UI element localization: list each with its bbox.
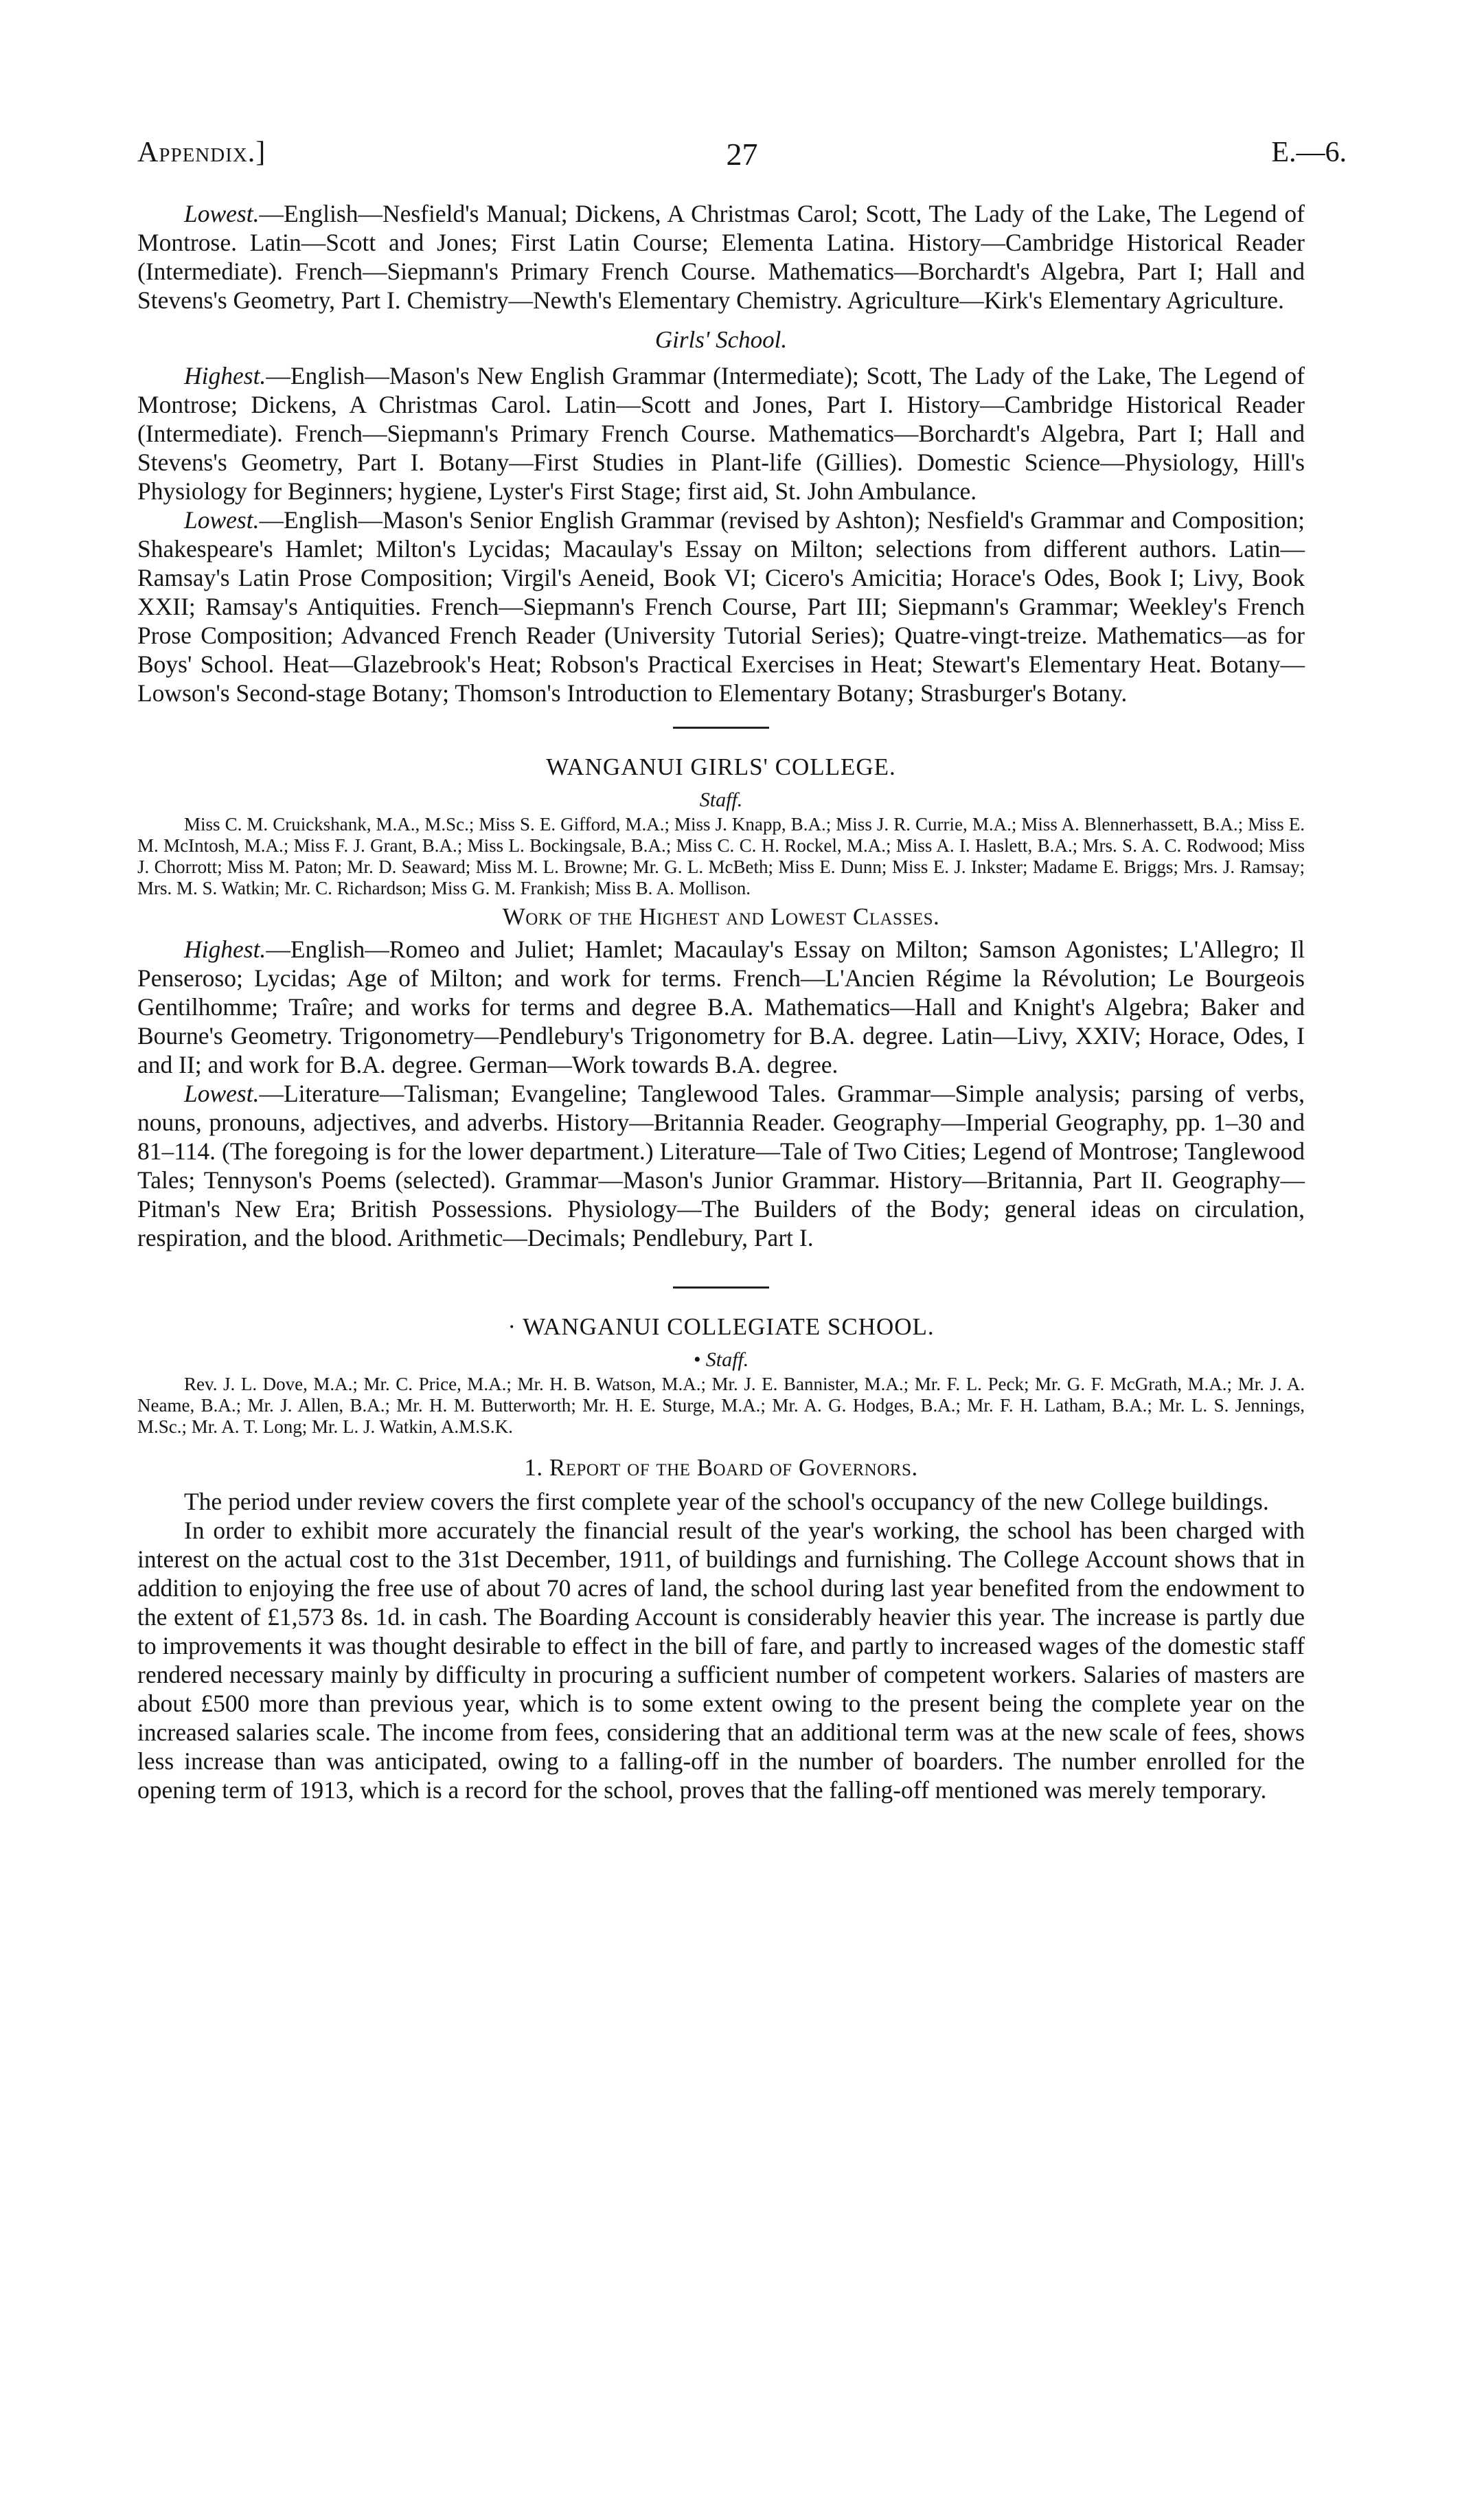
page-number: 27: [726, 137, 758, 172]
staff-heading: • Staff.: [693, 1348, 749, 1371]
college-highest-paragraph: [137, 935, 1305, 1079]
staff-heading: Staff.: [699, 789, 743, 811]
lowest-label: Lowest.: [184, 200, 260, 227]
board-report-heading: 1. Report of the Board of Governors.: [524, 1454, 918, 1481]
header-report-code: E.—6.: [1271, 137, 1347, 168]
boys-lowest-paragraph: [137, 199, 1305, 315]
page-header: [137, 136, 1347, 177]
girls-college-staff-list: Miss C. M. Cruickshank, M.A., M.Sc.; Miss S. E. Gifford, M.A.; Miss J. Knapp, B.A.; Miss J. R. Currie, M.A.; Miss A. Blennerhassett, B.A.; Miss E. M. McIntosh, M.A.; Miss F. J. Grant, B.A.; Miss L. Bockingsale, B.A.; Miss C. C. H. Rockel, M.A.; Miss A. I. Haslett, B.A.; Mrs. S. A. C. Rodwood; Miss J. Chorrott; Miss M. Paton; Mr. D. Seaward; Miss M. L. Browne; Mr. G. L. McBeth; Miss E. Dunn; Miss E. J. Inkster; Madame E. Briggs; Mrs. J. Ramsay; Mrs. M. S. Watkin; Mr. C. Richardson; Miss G. M. Frankish; Miss B. A. Mollison.: [137, 814, 1305, 898]
collegiate-staff-list: Rev. J. L. Dove, M.A.; Mr. C. Price, M.A.; Mr. H. B. Watson, M.A.; Mr. J. E. Bannister, M.A.; Mr. F. L. Peck; Mr. G. F. McGrath, M.A.; Mr. J. A. Neame, B.A.; Mr. J. Allen, B.A.; Mr. H. M. Butterworth; Mr. H. E. Sturge, M.A.; Mr. A. G. Hodges, B.A.; Mr. F. H. Latham, B.A.; Mr. L. S. Jennings, M.Sc.; Mr. A. T. Long; Mr. L. J. Watkin, A.M.S.K.: [137, 1374, 1305, 1437]
header-appendix: Appendix.]: [137, 137, 266, 168]
highest-label: Highest.: [184, 935, 266, 963]
college-lowest-paragraph: [137, 1079, 1305, 1252]
section-divider: [673, 1286, 769, 1289]
girls-lowest-paragraph: [137, 506, 1305, 707]
girls-school-heading: Girls' School.: [654, 326, 788, 353]
college-lowest-text: —Literature—Talisman; Evangeline; Tanglewood Tales. Grammar—Simple analysis; parsing of verbs, nouns, pronouns, adjectives, and adverbs. History—Britannia Reader. Geography—Imperial Geography, pp. 1–30 and 81–114. (The foregoing is for the lower department.) Literature—Tale of Two Cities; Legend of Montrose; Tanglewood Tales; Tennyson's Poems (selected). Grammar—Mason's Junior Grammar. History—Britannia, Part II. Geography—Pitman's New Era; British Possessions. Physiology—The Builders of the Body; general ideas on circulation, respiration, and the blood. Arithmetic—Decimals; Pendlebury, Part I.: [137, 1080, 1305, 1251]
lowest-label: Lowest.: [184, 1080, 260, 1107]
wanganui-collegiate-title: · WANGANUI COLLEGIATE SCHOOL.: [507, 1313, 935, 1340]
page-body: [137, 199, 1305, 1804]
report-paragraph-2: In order to exhibit more accurately the financial result of the year's working, the school has been charged with interest on the actual cost to the 31st December, 1911, of buildings and furnishing. The College Account shows that in addition to enjoying the free use of about 70 acres of land, the school during last year benefited from the endowment to the extent of £1,573 8s. 1d. in cash. The Boarding Account is considerably heavier this year. The increase is partly due to improvements it was thought desirable to effect in the bill of fare, and partly to increased wages of the domestic staff rendered necessary mainly by difficulty in procuring a sufficient number of competent workers. Salaries of masters are about £500 more than previous year, which is to some extent owing to the present being the complete year on the increased salaries scale. The income from fees, considering that an additional term was at the new scale of fees, shows less increase than was anticipated, owing to a falling-off in the number of boarders. The number enrolled for the opening term of 1913, which is a record for the school, proves that the falling-off mentioned was merely temporary.: [137, 1517, 1305, 1804]
girls-highest-paragraph: [137, 361, 1305, 506]
section-divider: [673, 727, 769, 729]
report-paragraph-1: The period under review covers the first complete year of the school's occupancy of the new College buildings.: [184, 1488, 1269, 1515]
highest-label: Highest.: [184, 362, 266, 389]
lowest-label: Lowest.: [184, 506, 260, 534]
college-highest-text: —English—Romeo and Juliet; Hamlet; Macaulay's Essay on Milton; Samson Agonistes; L'Allegro; Il Penseroso; Lycidas; Age of Milton; and work for terms. French—L'Ancien Régime la Révolution; Le Bourgeois Gentilhomme; Traîre; and works for terms and degree B.A. Mathematics—Hall and Knight's Algebra; Baker and Bourne's Geometry. Trigonometry—Pendlebury's Trigonometry for B.A. degree. Latin—Livy, XXIV; Horace, Odes, I and II; and work for B.A. degree. German—Work towards B.A. degree.: [137, 935, 1305, 1078]
boys-lowest-text: —English—Nesfield's Manual; Dickens, A Christmas Carol; Scott, The Lady of the Lake, The Legend of Montrose. Latin—Scott and Jones; First Latin Course; Elementa Latina. History—Cambridge Historical Reader (Intermediate). French—Siepmann's Primary French Course. Mathematics—Borchardt's Algebra, Part I; Hall and Stevens's Geometry, Part I. Chemistry—Newth's Elementary Chemistry. Agriculture—Kirk's Elementary Agriculture.: [137, 200, 1305, 314]
girls-lowest-text: —English—Mason's Senior English Grammar (revised by Ashton); Nesfield's Grammar and Composition; Shakespeare's Hamlet; Milton's Lycidas; Macaulay's Essay on Milton; selections from different authors. Latin—Ramsay's Latin Prose Composition; Virgil's Aeneid, Book VI; Cicero's Amicitia; Horace's Odes, Book I; Livy, Book XXII; Ramsay's Antiquities. French—Siepmann's French Course, Part III; Siepmann's Grammar; Weekley's French Prose Composition; Advanced French Reader (University Tutorial Series); Quatre-vingt-treize. Mathematics—as for Boys' School. Heat—Glazebrook's Heat; Robson's Practical Exercises in Heat; Stewart's Elementary Heat. Botany—Lowson's Second-stage Botany; Thomson's Introduction to Elementary Botany; Strasburger's Botany.: [137, 506, 1305, 707]
wanganui-girls-title: WANGANUI GIRLS' COLLEGE.: [546, 753, 896, 780]
work-classes-heading: Work of the Highest and Lowest Classes.: [502, 903, 940, 930]
girls-highest-text: —English—Mason's New English Grammar (Intermediate); Scott, The Lady of the Lake, The Legend of Montrose; Dickens, A Christmas Carol. Latin—Scott and Jones, Part I. History—Cambridge Historical Reader (Intermediate). French—Siepmann's Primary French Course. Mathematics—Borchardt's Algebra, Part I; Hall and Stevens's Geometry, Part I. Botany—First Studies in Plant-life (Gillies). Domestic Science—Physiology, Hill's Physiology for Beginners; hygiene, Lyster's First Stage; first aid, St. John Ambulance.: [137, 362, 1305, 505]
